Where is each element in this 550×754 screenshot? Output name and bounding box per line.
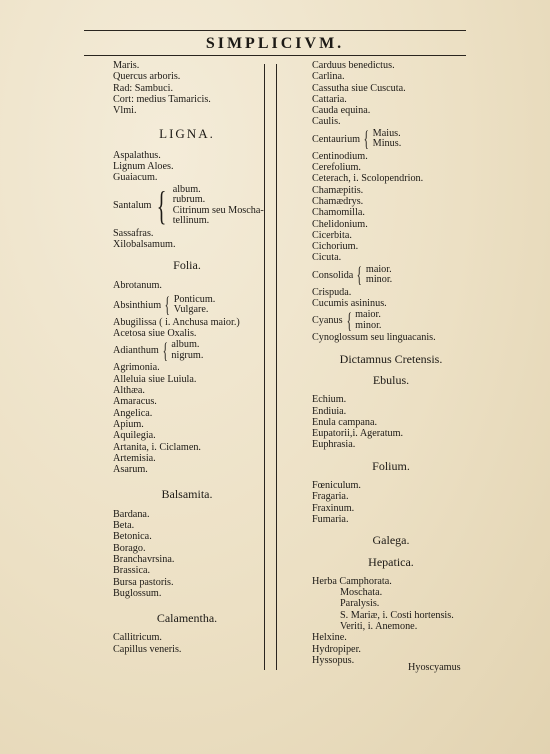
brace-icon: { <box>346 307 352 333</box>
list-item: Paralysis. <box>340 598 380 610</box>
section-heading-folia: Folia. <box>173 258 201 273</box>
list-item: Hyssopus. <box>312 654 355 666</box>
ebulus-items-list <box>312 394 470 450</box>
list-item: Cynoglossum seu linguacanis. <box>312 332 436 344</box>
group-subs <box>174 295 216 316</box>
brace-icon: { <box>162 337 168 363</box>
list-item: Fraxinum. <box>312 502 355 514</box>
list-item: Ceterach, i. Scolopendrion. <box>312 173 424 185</box>
list-item: Agrimonia. <box>113 362 160 374</box>
group-label: Adianthum <box>113 345 159 357</box>
list-item: Rad: Sambuci. <box>113 82 173 94</box>
group-subs <box>373 129 402 150</box>
list-item: Sassafras. <box>113 227 154 239</box>
list-item: nigrum. <box>171 349 204 361</box>
cyanus-group <box>312 307 470 333</box>
list-item: Vulgare. <box>173 304 209 316</box>
brace-icon: { <box>363 126 370 152</box>
c-items-list <box>312 287 470 310</box>
centaurium-group <box>312 126 470 152</box>
page-title: SIMPLICIVM. <box>205 35 345 52</box>
list-item: Brassica. <box>113 565 151 577</box>
list-item: Beta. <box>113 520 135 532</box>
right-column <box>312 60 470 666</box>
list-item: Cichorium. <box>312 241 359 253</box>
list-item: Veriti, i. Anemone. <box>340 620 418 632</box>
list-item: minor. <box>355 319 382 331</box>
list-item: Asarum. <box>113 464 148 476</box>
list-item: Euphrasia. <box>312 439 356 451</box>
list-item: Buglossum. <box>113 587 162 599</box>
list-item: Fragaria. <box>312 491 349 503</box>
list-item: Abugilissa ( i. Anchusa maior.) <box>113 316 240 328</box>
section-heading-balsamita: Balsamita. <box>161 487 213 502</box>
section-heading-dictamnus: Dictamnus Cretensis. <box>339 351 443 366</box>
list-item: Ponticum. <box>173 293 216 305</box>
list-item: Minus. <box>372 138 402 150</box>
list-item: Enula campana. <box>312 416 378 428</box>
section-heading-ebulus: Ebulus. <box>372 372 410 387</box>
list-item: Branchavrsina. <box>113 553 175 565</box>
list-item: Vlmi. <box>113 105 137 117</box>
catchword: Hyoscyamus <box>408 662 461 673</box>
list-item: Fœniculum. <box>312 480 361 492</box>
list-item: Cucumis asininus. <box>312 298 387 310</box>
list-item: Cort: medius Tamaricis. <box>113 93 211 105</box>
list-item: Betonica. <box>113 531 152 543</box>
brace-icon: { <box>157 182 167 228</box>
list-item: Echium. <box>312 394 347 406</box>
section-heading-folium: Folium. <box>372 458 410 473</box>
list-item: Caulis. <box>312 116 341 128</box>
list-item: Xilobalsamum. <box>113 238 176 250</box>
list-item: Moschata. <box>340 587 383 599</box>
list-item: Cauda equina. <box>312 105 371 117</box>
list-item: Lignum Aloes. <box>113 161 174 173</box>
list-item: Cattaria. <box>312 93 347 105</box>
list-item: album. <box>172 183 201 195</box>
list-item: Aquilegia. <box>113 430 156 442</box>
list-item: tellinum. <box>172 215 210 227</box>
list-item: maior. <box>355 309 381 321</box>
ligna-items-list <box>113 150 261 184</box>
group-label: Consolida <box>312 269 354 281</box>
list-item: Acetosa siue Oxalis. <box>113 328 197 340</box>
list-item: rubrum. <box>172 194 206 206</box>
list-item: Chelidonium. <box>312 218 368 230</box>
list-item: Endiuia. <box>312 405 347 417</box>
list-item: Cassutha siue Cuscuta. <box>312 82 406 94</box>
c-items-list <box>312 151 470 264</box>
list-item: Artemisia. <box>113 452 156 464</box>
list-item: Helxine. <box>312 632 347 644</box>
list-item: Apium. <box>113 418 144 430</box>
list-item: S. Mariæ, i. Costi hortensis. <box>340 609 454 621</box>
column-divider-left <box>264 64 265 670</box>
list-item: Artanita, i. Ciclamen. <box>113 441 201 453</box>
list-item: Citrinum seu Moscha- <box>172 204 264 216</box>
folium-items-list <box>312 480 470 525</box>
top-rule <box>84 30 466 31</box>
list-item: Maius. <box>372 127 401 139</box>
group-subs <box>173 185 264 227</box>
list-item: Hydropiper. <box>312 643 361 655</box>
absinthium-group <box>113 292 261 318</box>
list-item: Eupatorii,i. Ageratum. <box>312 428 404 440</box>
folia-items-list <box>113 317 261 340</box>
c-items-list <box>312 332 470 343</box>
list-item: Cicerbita. <box>312 229 352 241</box>
list-item: Capillus veneris. <box>113 643 182 655</box>
left-column <box>113 60 264 655</box>
list-item: Abrotanum. <box>113 279 162 291</box>
list-item: Quercus arboris. <box>113 71 181 83</box>
header-rule <box>84 55 466 56</box>
group-label: Centaurium <box>312 133 361 145</box>
group-subs <box>355 310 381 331</box>
group-label: Absinthium <box>113 299 162 311</box>
section-heading-ligna: LIGNA. <box>159 126 215 142</box>
balsamita-items-list <box>113 509 261 599</box>
group-subs <box>366 265 392 286</box>
list-item: Althæa. <box>113 385 145 397</box>
santalum-group <box>113 182 264 228</box>
section-heading-hepatica: Hepatica. <box>368 554 414 569</box>
list-item: Maris. <box>113 60 140 71</box>
list-item: Alleluia siue Luiula. <box>113 373 197 385</box>
section-heading-calamentha: Calamentha. <box>156 611 218 626</box>
list-item: album. <box>171 339 200 351</box>
list-item: maior. <box>365 263 392 275</box>
group-subs <box>171 340 203 361</box>
list-item: Aspalathus. <box>113 149 161 161</box>
list-item: Angelica. <box>113 407 153 419</box>
list-item: Carlina. <box>312 71 345 83</box>
ligna-items-list <box>113 228 261 251</box>
list-item: Borago. <box>113 542 146 554</box>
column-divider-right <box>276 64 277 670</box>
list-item: Centinodium. <box>312 150 368 162</box>
list-item: Bardana. <box>113 508 150 520</box>
list-item: Chamomilla. <box>312 207 365 219</box>
list-item: Amaracus. <box>113 396 157 408</box>
list-item: Guaiacum. <box>113 172 158 184</box>
group-label: Cyanus <box>312 315 343 327</box>
list-item: Bursa pastoris. <box>113 576 174 588</box>
list-item: Fumaria. <box>312 513 349 525</box>
list-item: minor. <box>365 274 393 286</box>
folia-items-list <box>113 362 261 475</box>
brace-icon: { <box>356 262 363 288</box>
calamentha-items-list <box>113 632 261 655</box>
list-item: Chamæpitis. <box>312 184 364 196</box>
list-item: Chamædrys. <box>312 195 364 207</box>
list-item: Crispuda. <box>312 286 352 298</box>
c-items-list <box>312 60 470 128</box>
adianthum-group <box>113 337 261 363</box>
list-item: Cicuta. <box>312 252 342 264</box>
list-item: Cerefolium. <box>312 162 361 174</box>
group-label: Santalum <box>113 200 152 212</box>
brace-icon: { <box>164 292 171 318</box>
list-item: Carduus benedictus. <box>312 60 395 71</box>
consolida-group <box>312 262 470 288</box>
list-item: Herba Camphorata. <box>312 575 392 587</box>
section-heading-galega: Galega. <box>372 533 410 548</box>
list-item: Callitricum. <box>113 632 162 644</box>
top-items-list <box>113 60 261 116</box>
herba-subs-list <box>312 587 470 632</box>
